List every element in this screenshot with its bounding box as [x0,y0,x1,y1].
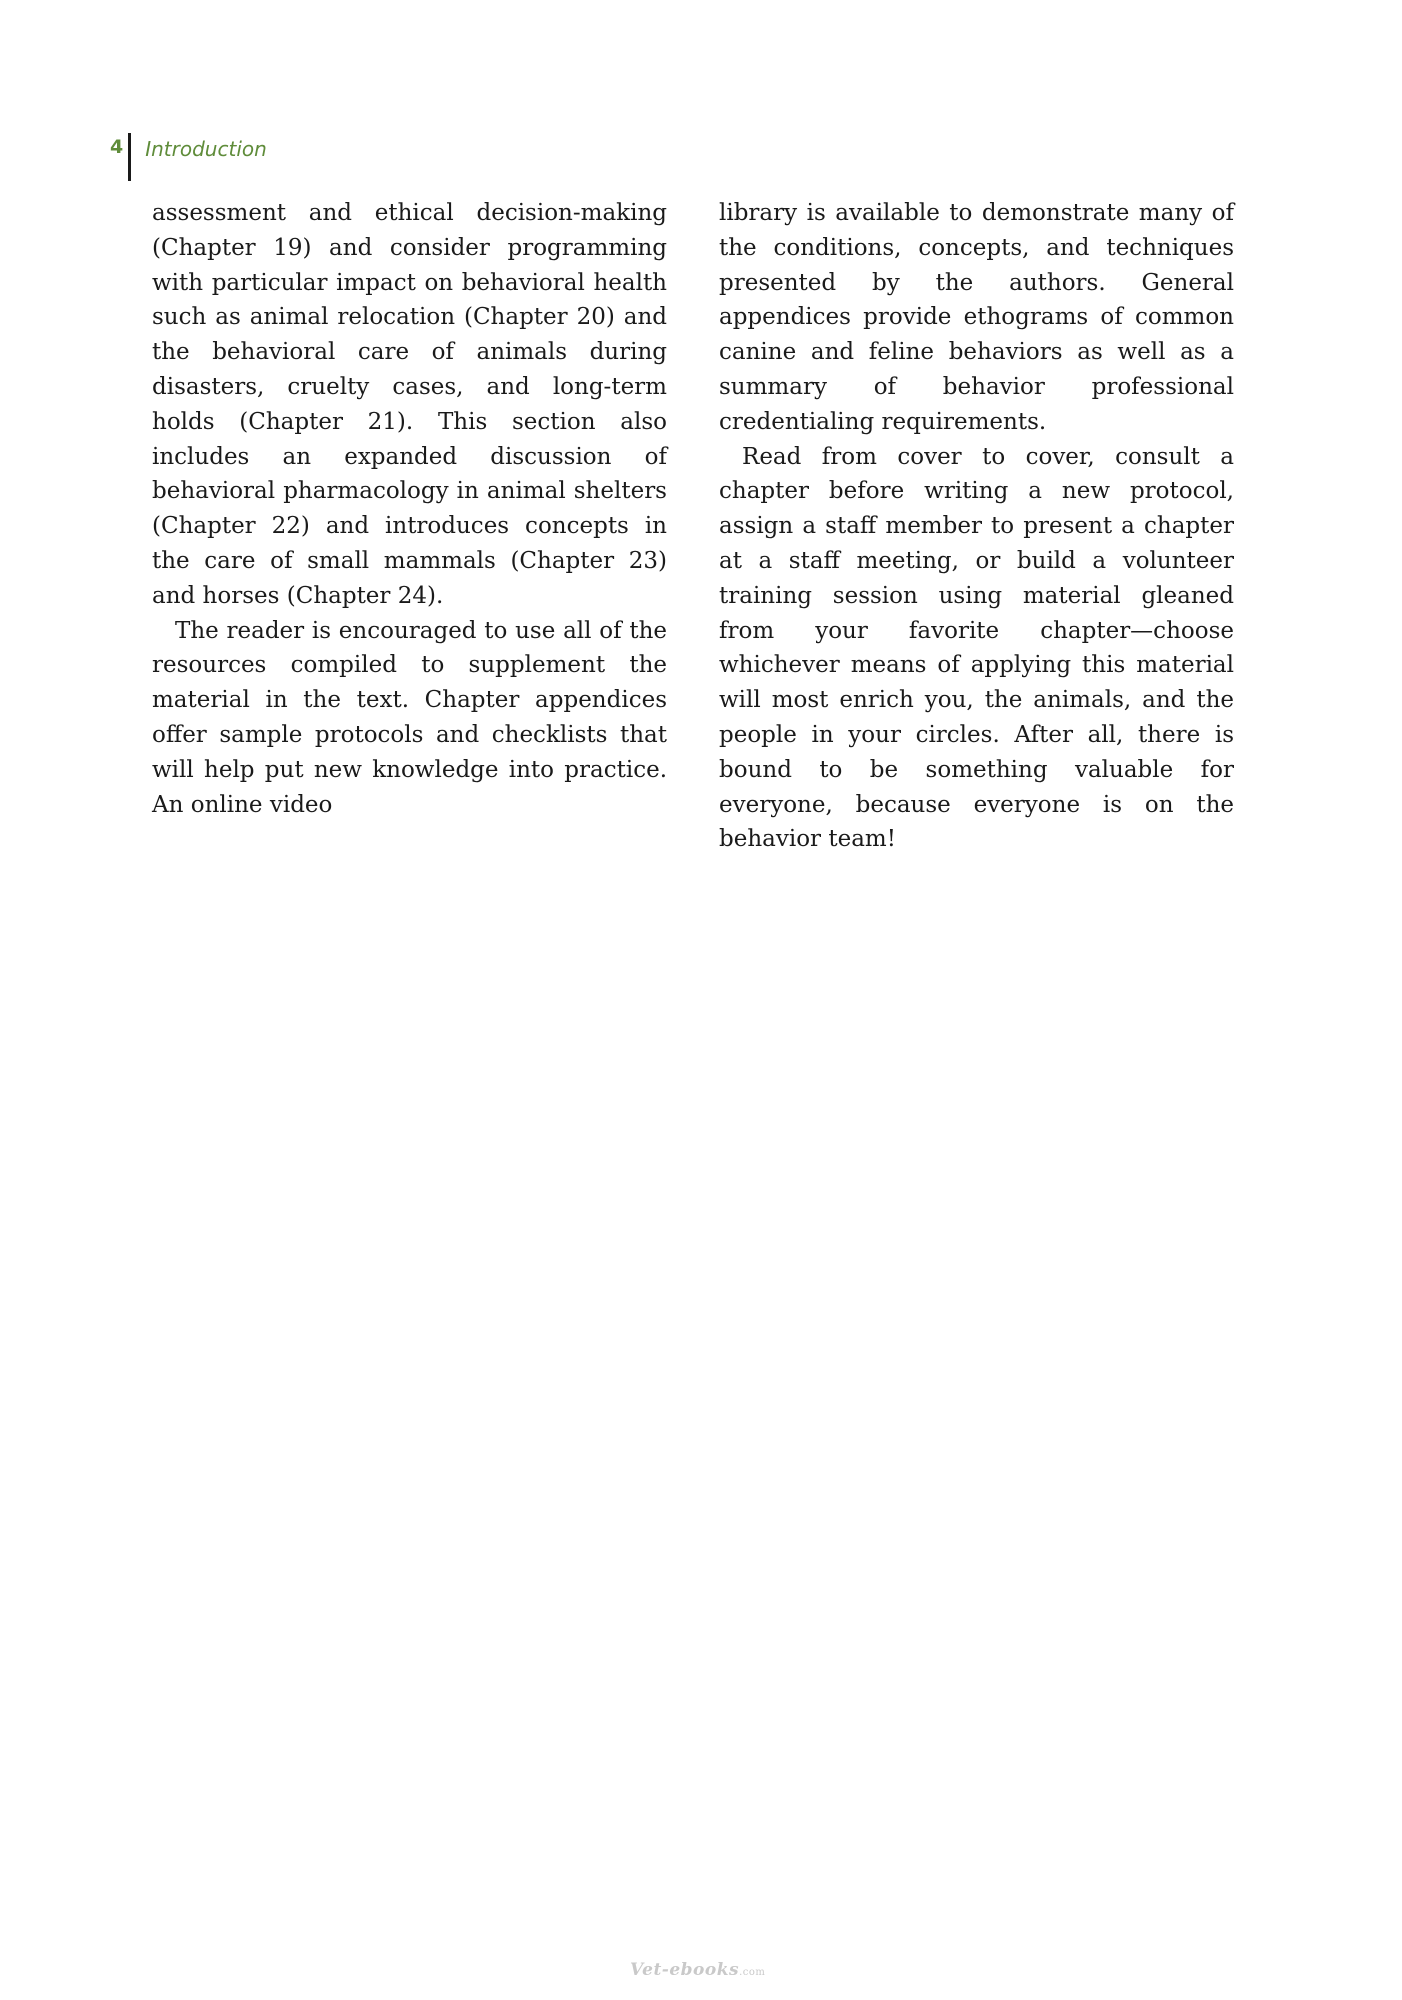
watermark-main: Vet-ebooks [630,1960,740,1980]
watermark-suffix: .com [739,1967,766,1978]
right-text-column [719,196,1234,857]
running-head [110,133,267,181]
header-divider [128,133,131,181]
left-text-column [152,196,667,822]
paragraph-continued: assessment and ethical decision-making (Chapter 19) and consider programming with particular impact on behavioral health such as animal relocation (Chapter 20) and the behavioral care of animals during disasters, cruelty cases, and long-term holds (Chapter 21). This section also includes an expanded discussion of behavioral pharmacology in animal shelters (Chapter 22) and introduces concepts in the care of small mammals (Chapter 23) and horses (Chapter 24). [152,200,667,609]
paragraph-resources: The reader is encouraged to use all of the resources compiled to supplement the material in the text. Chapter appendices offer sample protocols and checklists that will help put new knowledge into practice. An online video [152,617,667,818]
paragraph-closing: Read from cover to cover, consult a chapter before writing a new protocol, assign a staff member to present a chapter at a staff meeting, or build a volunteer training session using material gleaned from your favorite chapter—choose whichever means of applying this material will most enrich you, the animals, and the people in your circles. After all, there is bound to be something valuable for everyone, because everyone is on the behavior team! [719,443,1234,853]
watermark-logo [630,1960,765,1980]
paragraph-continued-right: library is available to demonstrate many of the conditions, concepts, and techniques presented by the authors. General appendices provide ethograms of common canine and feline behaviors as well as a summary of behavior professional credentialing requirements. [719,200,1234,435]
page-number: 4 [110,136,124,158]
section-title: Introduction [145,137,267,161]
